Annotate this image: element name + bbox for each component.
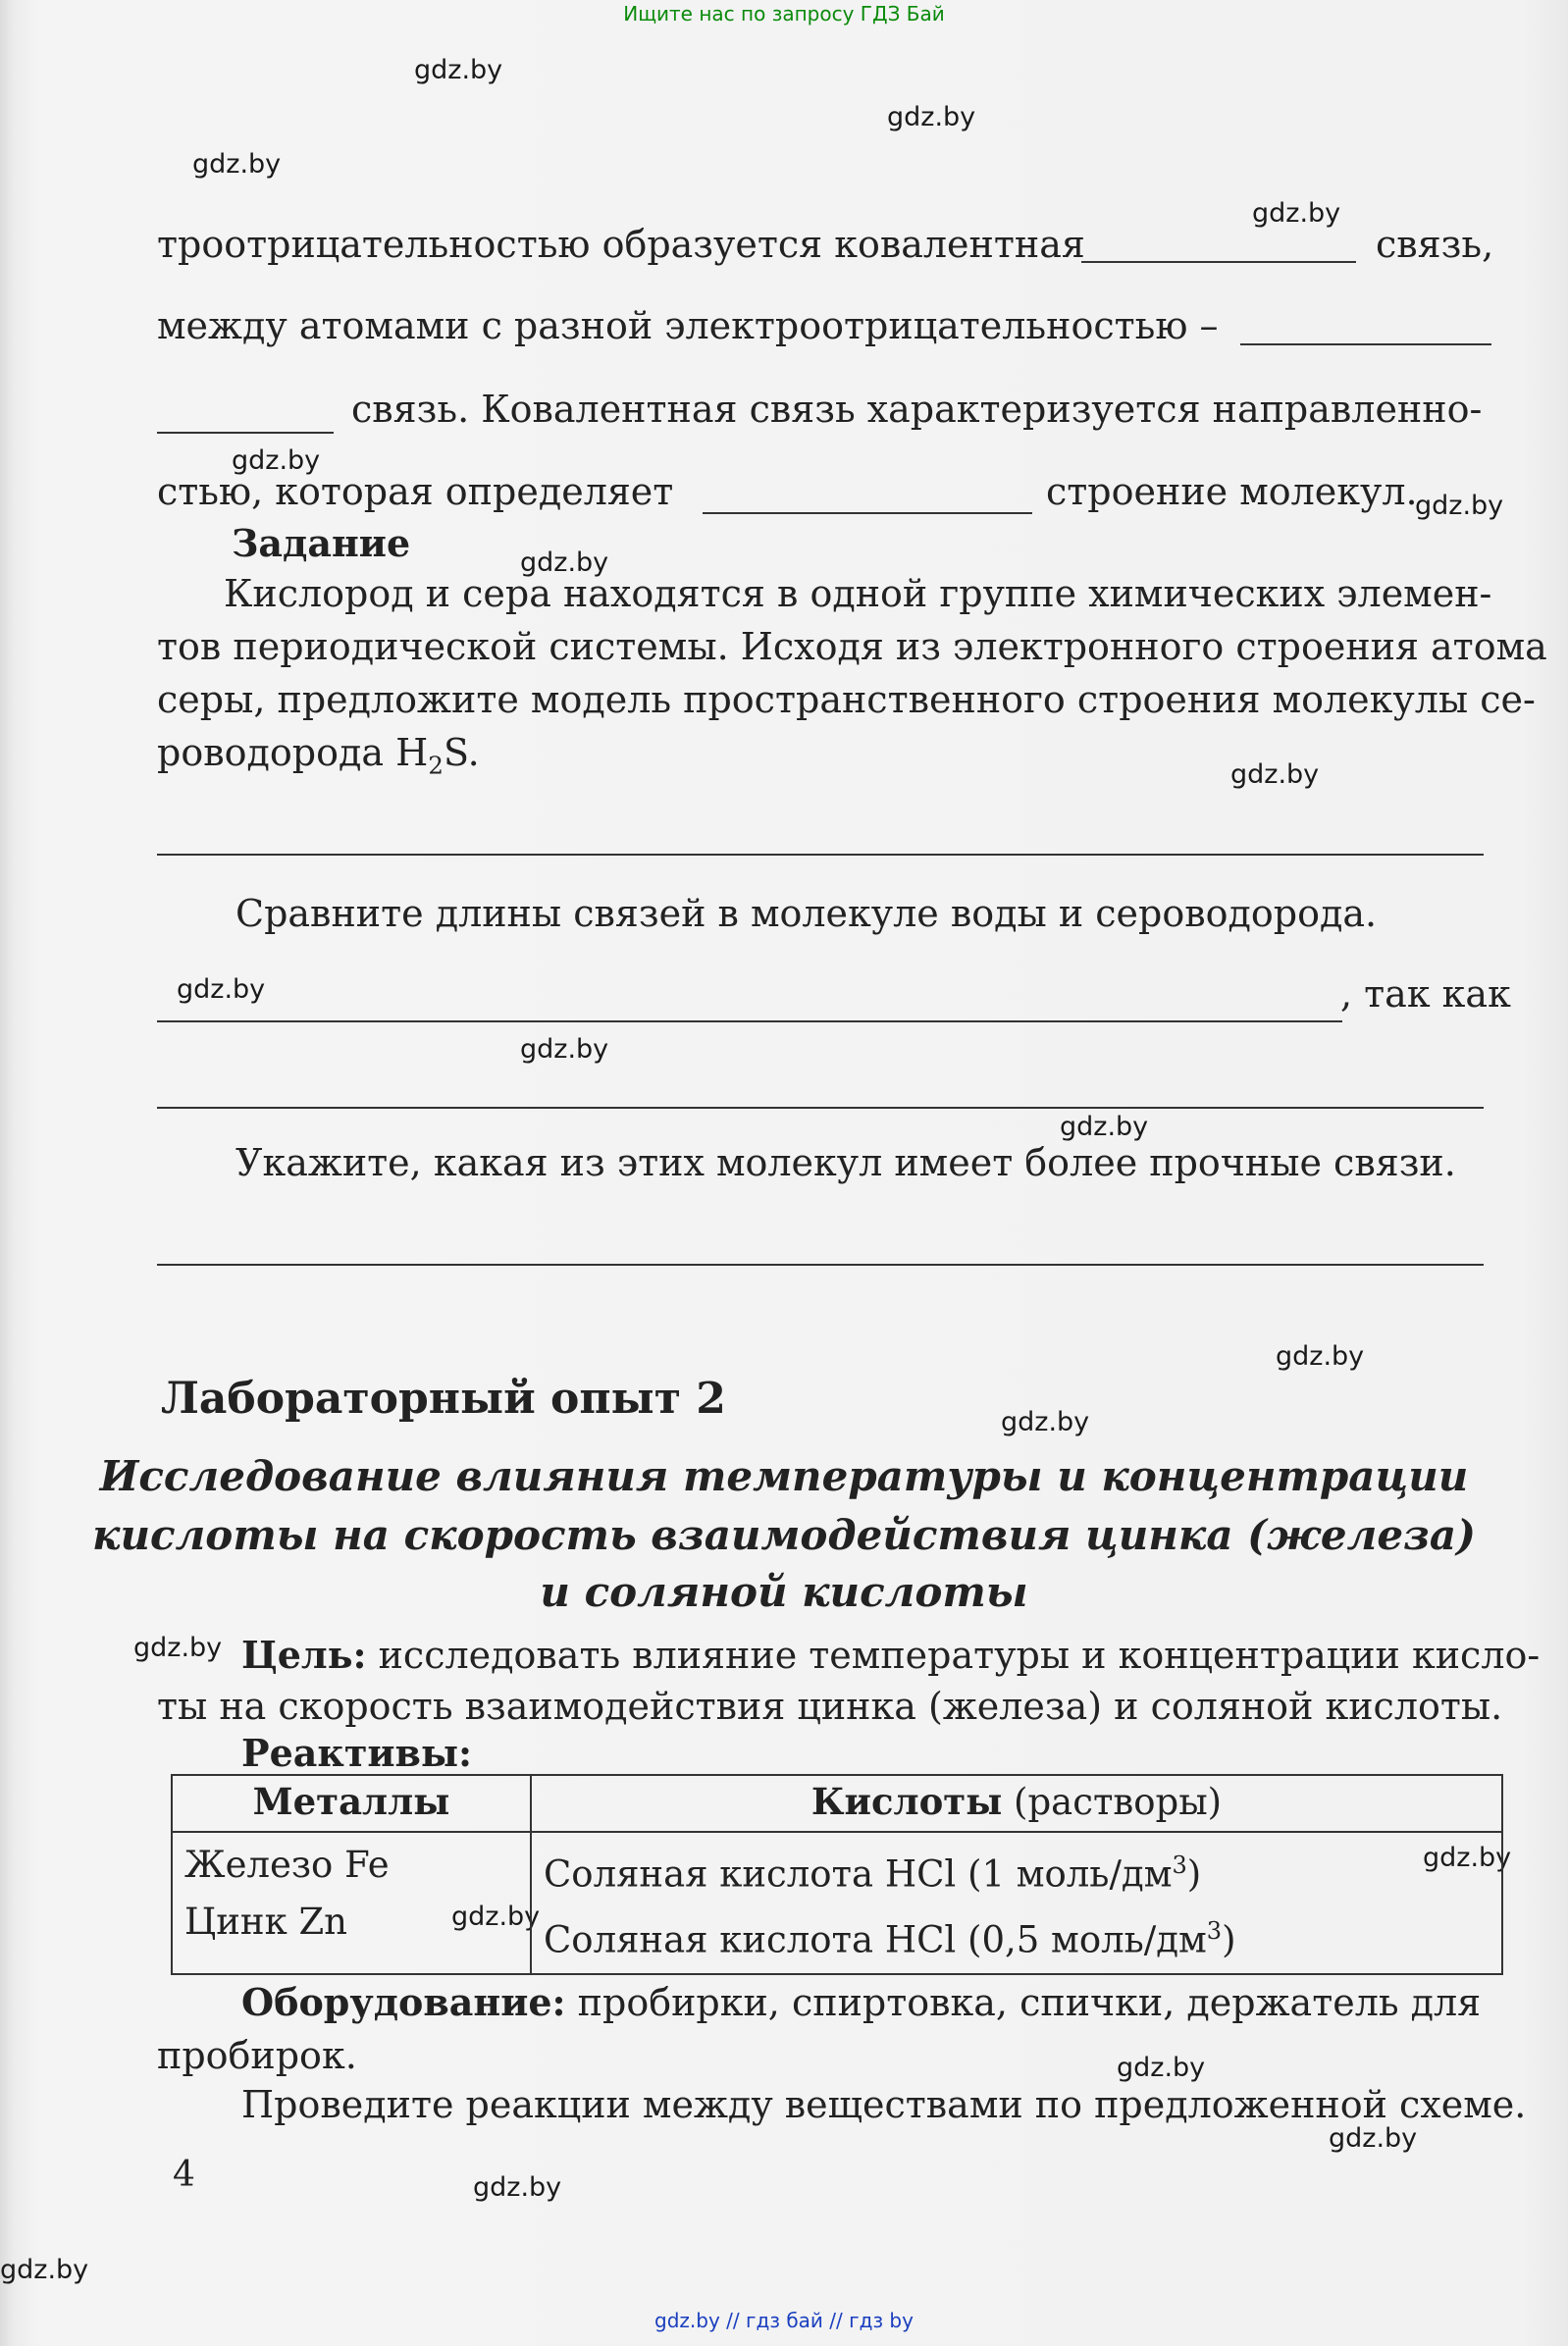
instruction-text: Проведите реакции между веществами по предложенной схеме. [241,2083,1527,2126]
text-line: стью, которая определяет [157,470,674,513]
watermark: gdz.by [232,445,321,476]
metal-item: Цинк Zn [184,1901,348,1943]
watermark: gdz.by [520,547,609,578]
lab-title: Лабораторный опыт 2 [161,1374,726,1424]
watermark: gdz.by [473,2172,562,2203]
equipment-line: Оборудование: пробирки, спиртовка, спички, держатель для [241,1980,1482,2024]
metals-cell [172,1832,531,1974]
text-line: серы, предложите модель пространственного строения молекулы се- [157,678,1536,721]
answer-blank [157,854,1484,856]
watermark: gdz.by [0,2255,89,2285]
column-header: Металлы [172,1775,531,1832]
text-line: троотрицательностью образуется ковалентная [157,223,1085,266]
text-line: ты на скорость взаимодействия цинка (железа) и соляной кислоты. [157,1685,1503,1728]
lab-subtitle: и соляной кислоты [540,1568,1028,1616]
acid-item: Соляная кислота HCl (0,5 моль/$дм^3$) [544,1917,1236,1961]
column-header: Кислоты (растворы) [531,1775,1502,1832]
watermark: gdz.by [1117,2053,1206,2083]
lab-subtitle: Исследование влияния температуры и концентрации [99,1452,1469,1500]
lab-subtitle: кислоты на скорость взаимодействия цинка (железа) [92,1511,1476,1559]
text-line: связь. Ковалентная связь характеризуется направленно- [351,388,1483,431]
question-text: Сравните длины связей в молекуле воды и сероводорода. [235,892,1378,935]
watermark: gdz.by [1276,1341,1365,1372]
answer-blank [1081,261,1356,263]
text-line: строение молекул. [1046,470,1418,513]
table-header-row [172,1775,1502,1832]
text-line: между атомами с разной электроотрицательностью – [157,304,1219,347]
text-line: , так как [1340,972,1511,1016]
watermark: gdz.by [520,1034,609,1065]
watermark: gdz.by [1230,759,1320,790]
metal-item: Железо Fe [184,1844,390,1886]
task-label: Задание [232,521,411,565]
reagents-table [171,1774,1503,1975]
watermark: gdz.by [177,974,266,1005]
acid-item: Соляная кислота HCl (1 моль/$дм^3$) [544,1851,1202,1896]
watermark: gdz.by [1001,1407,1090,1437]
text-line: Кислород и сера находятся в одной группе химических элемен- [224,572,1492,615]
goal-line: Цель: исследовать влияние температуры и концентрации кисло- [241,1633,1541,1677]
watermark: gdz.by [133,1633,223,1663]
text-line: роводорода $H_2S$. [157,731,480,780]
watermark: gdz.by [1423,1843,1512,1873]
answer-blank [157,1020,1342,1022]
watermark: gdz.by [887,102,976,132]
watermark: gdz.by [1060,1112,1149,1142]
answer-blank [1240,343,1491,345]
watermark: gdz.by [1252,198,1341,229]
watermark: gdz.by [1329,2123,1418,2154]
question-text: Укажите, какая из этих молекул имеет более прочные связи. [235,1141,1456,1184]
watermark: gdz.by [192,149,282,180]
answer-blank [157,1107,1484,1109]
top-banner: Ищите нас по запросу ГДЗ Бай [623,2,945,26]
table-row [172,1832,1502,1974]
bottom-banner: gdz.by // гдз бай // гдз by [654,2309,914,2332]
watermark: gdz.by [1415,491,1504,521]
answer-blank [703,512,1032,514]
answer-blank [157,1264,1484,1266]
text-line: тов периодической системы. Исходя из электронного строения атома [157,625,1547,668]
watermark: gdz.by [414,55,503,85]
text-line: пробирок. [157,2034,357,2077]
text-line: связь, [1376,223,1494,266]
acids-cell [531,1832,1502,1974]
answer-blank [157,432,334,434]
page-number: 4 [173,2155,195,2195]
reagents-label: Реактивы: [241,1731,473,1775]
watermark: gdz.by [451,1902,541,1932]
